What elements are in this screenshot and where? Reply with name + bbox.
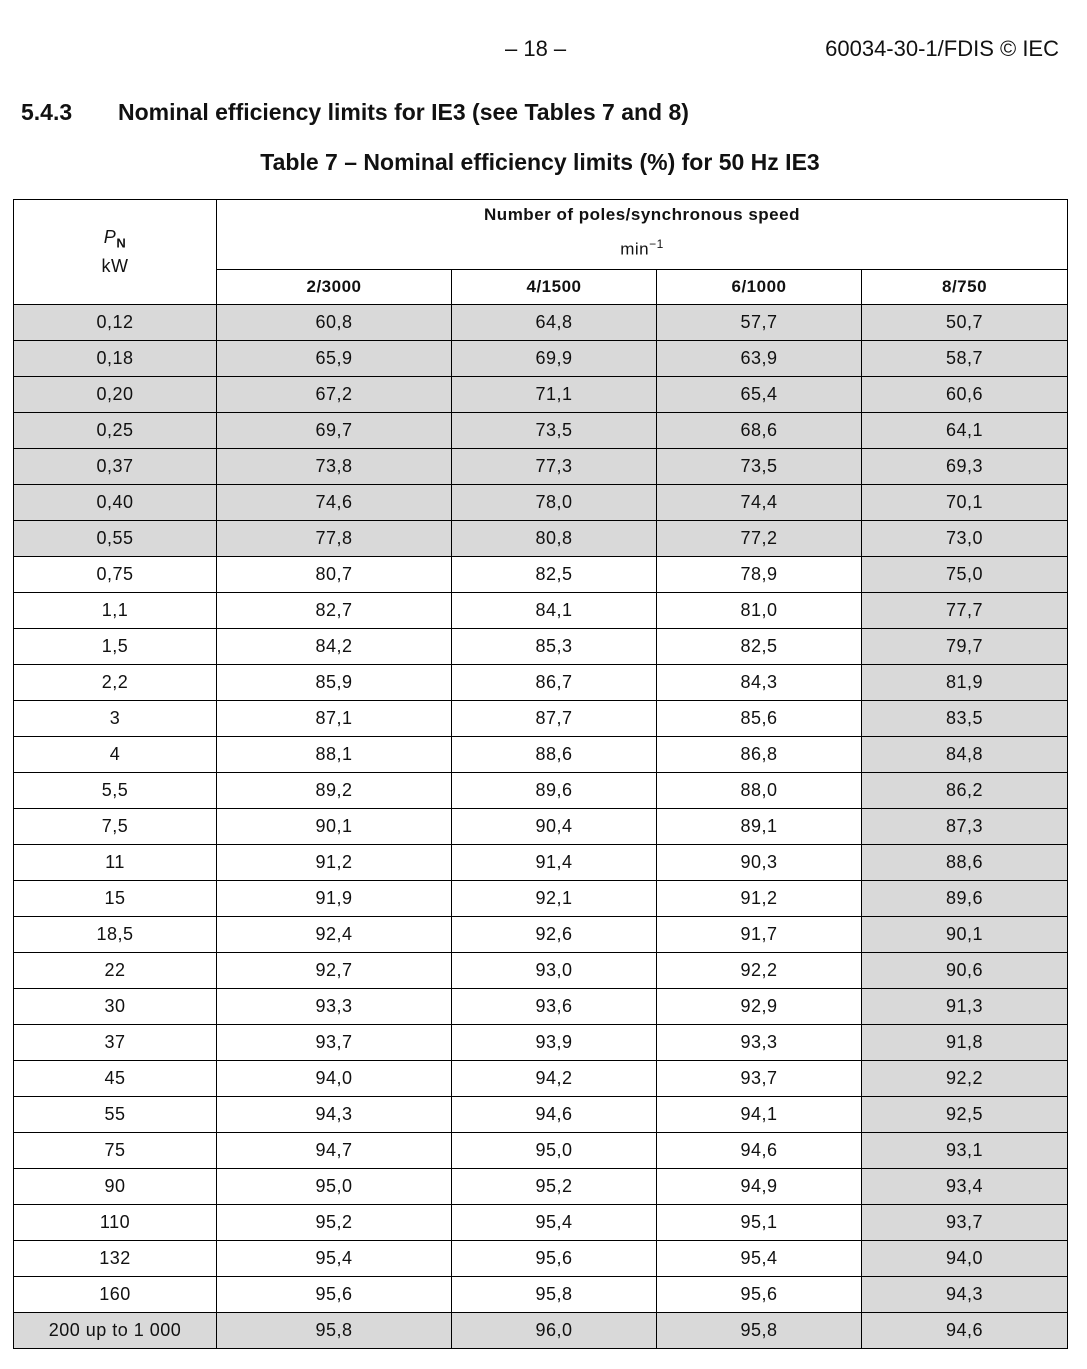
efficiency-cell: 74,4 (657, 485, 862, 521)
table-row (14, 413, 1068, 449)
efficiency-cell: 93,7 (217, 1025, 452, 1061)
efficiency-cell: 88,6 (452, 737, 657, 773)
rated-power-cell: 45 (14, 1061, 217, 1097)
table-row (14, 737, 1068, 773)
efficiency-cell: 69,9 (452, 341, 657, 377)
rated-power-cell: 110 (14, 1205, 217, 1241)
rated-power-cell: 55 (14, 1097, 217, 1133)
rated-power-cell: 5,5 (14, 773, 217, 809)
table-row (14, 1097, 1068, 1133)
table-row (14, 809, 1068, 845)
table-row (14, 1133, 1068, 1169)
efficiency-cell: 84,8 (862, 737, 1068, 773)
efficiency-cell: 95,4 (657, 1241, 862, 1277)
rated-power-cell: 75 (14, 1133, 217, 1169)
rated-power-unit: kW (101, 256, 129, 277)
efficiency-cell: 84,2 (217, 629, 452, 665)
efficiency-cell: 80,7 (217, 557, 452, 593)
table-row (14, 845, 1068, 881)
rated-power-cell: 200 up to 1 000 (14, 1313, 217, 1349)
efficiency-cell: 95,6 (452, 1241, 657, 1277)
rated-power-cell: 3 (14, 701, 217, 737)
efficiency-cell: 64,8 (452, 305, 657, 341)
section-heading (21, 99, 689, 126)
efficiency-cell: 93,7 (862, 1205, 1068, 1241)
table-row (14, 593, 1068, 629)
efficiency-cell: 85,3 (452, 629, 657, 665)
efficiency-cell: 73,5 (452, 413, 657, 449)
table-row (14, 917, 1068, 953)
efficiency-cell: 65,4 (657, 377, 862, 413)
efficiency-cell: 94,3 (217, 1097, 452, 1133)
rated-power-cell: 18,5 (14, 917, 217, 953)
efficiency-cell: 94,6 (657, 1133, 862, 1169)
table-row (14, 1277, 1068, 1313)
table-row (14, 1313, 1068, 1349)
table-row (14, 989, 1068, 1025)
efficiency-cell: 50,7 (862, 305, 1068, 341)
rated-power-cell: 11 (14, 845, 217, 881)
efficiency-cell: 90,3 (657, 845, 862, 881)
efficiency-cell: 74,6 (217, 485, 452, 521)
rated-power-cell: 1,5 (14, 629, 217, 665)
column-header-4-1500: 4/1500 (452, 270, 657, 305)
efficiency-cell: 94,2 (452, 1061, 657, 1097)
rated-power-cell: 7,5 (14, 809, 217, 845)
efficiency-cell: 86,8 (657, 737, 862, 773)
efficiency-cell: 91,7 (657, 917, 862, 953)
efficiency-cell: 80,8 (452, 521, 657, 557)
table-row (14, 773, 1068, 809)
efficiency-cell: 92,7 (217, 953, 452, 989)
efficiency-cell: 95,2 (452, 1169, 657, 1205)
efficiency-cell: 88,6 (862, 845, 1068, 881)
efficiency-cell: 82,5 (452, 557, 657, 593)
efficiency-cell: 81,9 (862, 665, 1068, 701)
efficiency-cell: 84,1 (452, 593, 657, 629)
efficiency-cell: 77,8 (217, 521, 452, 557)
efficiency-cell: 65,9 (217, 341, 452, 377)
efficiency-cell: 64,1 (862, 413, 1068, 449)
rated-power-cell: 90 (14, 1169, 217, 1205)
efficiency-cell: 93,6 (452, 989, 657, 1025)
page-number: – 18 – (505, 36, 567, 61)
efficiency-cell: 84,3 (657, 665, 862, 701)
efficiency-cell: 81,0 (657, 593, 862, 629)
efficiency-cell: 69,7 (217, 413, 452, 449)
table-row (14, 1241, 1068, 1277)
efficiency-cell: 88,1 (217, 737, 452, 773)
rated-power-cell: 132 (14, 1241, 217, 1277)
efficiency-cell: 88,0 (657, 773, 862, 809)
rated-power-cell: 2,2 (14, 665, 217, 701)
efficiency-cell: 60,8 (217, 305, 452, 341)
efficiency-cell: 73,8 (217, 449, 452, 485)
efficiency-cell: 92,5 (862, 1097, 1068, 1133)
table-row (14, 557, 1068, 593)
efficiency-cell: 63,9 (657, 341, 862, 377)
efficiency-cell: 78,0 (452, 485, 657, 521)
efficiency-cell: 86,2 (862, 773, 1068, 809)
rated-power-cell: 0,55 (14, 521, 217, 557)
efficiency-cell: 58,7 (862, 341, 1068, 377)
efficiency-cell: 73,5 (657, 449, 862, 485)
efficiency-cell: 91,9 (217, 881, 452, 917)
rated-power-cell: 0,20 (14, 377, 217, 413)
rated-power-cell: 22 (14, 953, 217, 989)
efficiency-cell: 86,7 (452, 665, 657, 701)
efficiency-cell: 95,0 (452, 1133, 657, 1169)
rated-power-cell: 0,37 (14, 449, 217, 485)
efficiency-cell: 94,7 (217, 1133, 452, 1169)
efficiency-cell: 93,1 (862, 1133, 1068, 1169)
efficiency-cell: 71,1 (452, 377, 657, 413)
efficiency-cell: 94,6 (862, 1313, 1068, 1349)
efficiency-cell: 85,6 (657, 701, 862, 737)
efficiency-cell: 90,4 (452, 809, 657, 845)
table-row (14, 629, 1068, 665)
table-row (14, 701, 1068, 737)
efficiency-cell: 79,7 (862, 629, 1068, 665)
table-row (14, 305, 1068, 341)
table-caption: Table 7 – Nominal efficiency limits (%) for 50 Hz IE3 (260, 149, 820, 175)
rated-power-cell: 0,18 (14, 341, 217, 377)
poles-speed-header (217, 200, 1068, 270)
efficiency-cell: 95,2 (217, 1205, 452, 1241)
efficiency-cell: 57,7 (657, 305, 862, 341)
rated-power-cell: 0,25 (14, 413, 217, 449)
efficiency-cell: 70,1 (862, 485, 1068, 521)
efficiency-cell: 83,5 (862, 701, 1068, 737)
rated-power-cell: 0,40 (14, 485, 217, 521)
efficiency-cell: 91,4 (452, 845, 657, 881)
efficiency-cell: 87,7 (452, 701, 657, 737)
efficiency-cell: 82,5 (657, 629, 862, 665)
table-row (14, 485, 1068, 521)
efficiency-cell: 93,0 (452, 953, 657, 989)
section-number: 5.4.3 (21, 99, 73, 125)
efficiency-cell: 93,3 (657, 1025, 862, 1061)
efficiency-cell: 77,3 (452, 449, 657, 485)
efficiency-cell: 92,4 (217, 917, 452, 953)
table-row (14, 341, 1068, 377)
efficiency-cell: 91,3 (862, 989, 1068, 1025)
table-row (14, 1205, 1068, 1241)
efficiency-cell: 90,6 (862, 953, 1068, 989)
column-header-2-3000: 2/3000 (217, 270, 452, 305)
efficiency-cell: 92,2 (862, 1061, 1068, 1097)
efficiency-cell: 92,1 (452, 881, 657, 917)
efficiency-cell: 77,2 (657, 521, 862, 557)
table-row (14, 953, 1068, 989)
efficiency-cell: 95,8 (217, 1313, 452, 1349)
table-row (14, 1025, 1068, 1061)
rated-power-cell: 0,12 (14, 305, 217, 341)
efficiency-cell: 73,0 (862, 521, 1068, 557)
efficiency-cell: 95,4 (217, 1241, 452, 1277)
rated-power-cell: 30 (14, 989, 217, 1025)
table-row (14, 1169, 1068, 1205)
efficiency-cell: 95,0 (217, 1169, 452, 1205)
rated-power-cell: 37 (14, 1025, 217, 1061)
efficiency-cell: 93,9 (452, 1025, 657, 1061)
rated-power-cell: 160 (14, 1277, 217, 1313)
efficiency-cell: 94,3 (862, 1277, 1068, 1313)
efficiency-cell: 89,6 (452, 773, 657, 809)
rated-power-cell: 1,1 (14, 593, 217, 629)
efficiency-cell: 95,8 (452, 1277, 657, 1313)
efficiency-cell: 92,9 (657, 989, 862, 1025)
efficiency-cell: 91,2 (217, 845, 452, 881)
section-title: Nominal efficiency limits for IE3 (see Tables 7 and 8) (118, 99, 689, 125)
efficiency-cell: 95,6 (657, 1277, 862, 1313)
efficiency-cell: 89,6 (862, 881, 1068, 917)
efficiency-cell: 95,1 (657, 1205, 862, 1241)
efficiency-cell: 68,6 (657, 413, 862, 449)
efficiency-cell: 90,1 (862, 917, 1068, 953)
efficiency-cell: 69,3 (862, 449, 1068, 485)
efficiency-cell: 77,7 (862, 593, 1068, 629)
efficiency-cell: 82,7 (217, 593, 452, 629)
rated-power-cell: 0,75 (14, 557, 217, 593)
efficiency-table (13, 199, 1068, 1349)
efficiency-cell: 85,9 (217, 665, 452, 701)
rated-power-header (14, 200, 217, 305)
efficiency-cell: 93,4 (862, 1169, 1068, 1205)
efficiency-cell: 95,8 (657, 1313, 862, 1349)
efficiency-cell: 67,2 (217, 377, 452, 413)
poles-speed-title: Number of poles/synchronous speed (484, 205, 800, 225)
table-row (14, 881, 1068, 917)
efficiency-cell: 93,7 (657, 1061, 862, 1097)
column-header-6-1000: 6/1000 (657, 270, 862, 305)
efficiency-cell: 75,0 (862, 557, 1068, 593)
efficiency-cell: 87,3 (862, 809, 1068, 845)
table-row (14, 1061, 1068, 1097)
rated-power-symbol: $P_N$ (103, 226, 127, 251)
efficiency-cell: 91,2 (657, 881, 862, 917)
efficiency-cell: 96,0 (452, 1313, 657, 1349)
table-row (14, 377, 1068, 413)
efficiency-cell: 95,4 (452, 1205, 657, 1241)
table-row (14, 665, 1068, 701)
efficiency-cell: 89,2 (217, 773, 452, 809)
table-row (14, 449, 1068, 485)
efficiency-cell: 60,6 (862, 377, 1068, 413)
speed-unit: $\min^{-1}$ (620, 237, 664, 259)
rated-power-cell: 4 (14, 737, 217, 773)
efficiency-cell: 94,0 (862, 1241, 1068, 1277)
column-header-8-750: 8/750 (862, 270, 1068, 305)
table-row (14, 521, 1068, 557)
document-reference: 60034-30-1/FDIS © IEC (825, 36, 1059, 61)
efficiency-cell: 89,1 (657, 809, 862, 845)
efficiency-cell: 93,3 (217, 989, 452, 1025)
efficiency-cell: 91,8 (862, 1025, 1068, 1061)
efficiency-cell: 92,6 (452, 917, 657, 953)
efficiency-cell: 94,9 (657, 1169, 862, 1205)
efficiency-cell: 95,6 (217, 1277, 452, 1313)
efficiency-cell: 87,1 (217, 701, 452, 737)
efficiency-cell: 94,1 (657, 1097, 862, 1133)
rated-power-cell: 15 (14, 881, 217, 917)
efficiency-cell: 78,9 (657, 557, 862, 593)
efficiency-cell: 90,1 (217, 809, 452, 845)
efficiency-cell: 92,2 (657, 953, 862, 989)
efficiency-cell: 94,0 (217, 1061, 452, 1097)
efficiency-cell: 94,6 (452, 1097, 657, 1133)
